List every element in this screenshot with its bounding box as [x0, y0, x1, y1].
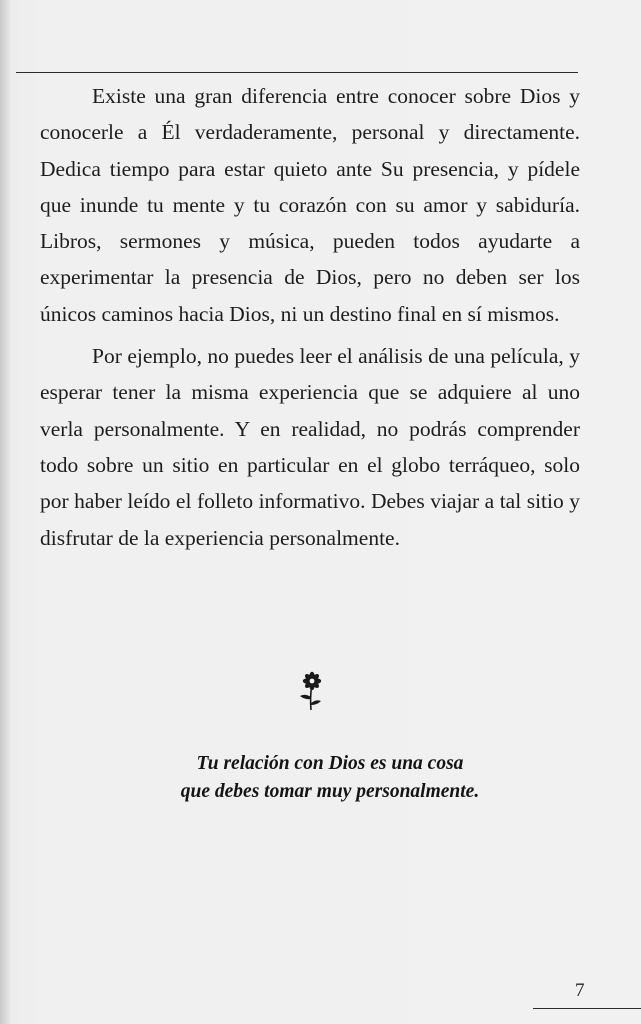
quote-line-2: que debes tomar muy personalmente. — [180, 781, 480, 802]
page-edge-shadow — [0, 0, 10, 1024]
top-rule — [16, 72, 578, 73]
paragraph-1: Existe una gran diferencia entre conocer sobre Dios y conocerle a Él verdaderamente, personal y directamente. Dedica tiempo para estar quieto ante Su presencia, y pídele que inunde tu mente y tu corazón con su amor y sabiduría. Libros, sermones y música, pueden todos ayudarte a experimentar la presencia de Dios, pero no deben ser los únicos caminos hacia Dios, ni un destino final en sí mismos. — [40, 84, 580, 326]
flower-icon — [296, 670, 326, 712]
quote-line-1: Tu relación con Dios es una cosa — [196, 753, 464, 774]
page-number: 7 — [575, 980, 585, 1001]
body-text — [40, 78, 580, 556]
bottom-rule — [533, 1008, 641, 1009]
paragraph-2: Por ejemplo, no puedes leer el análisis de una película, y esperar tener la misma experiencia que se adquiere al uno verla personalmente. Y en realidad, no podrás comprender todo sobre un sitio en particular en el globo terráqueo, solo por haber leído el folleto informativo. Debes viajar a tal sitio y disfrutar de la experiencia personalmente. — [40, 344, 580, 550]
closing-quote — [40, 750, 620, 806]
